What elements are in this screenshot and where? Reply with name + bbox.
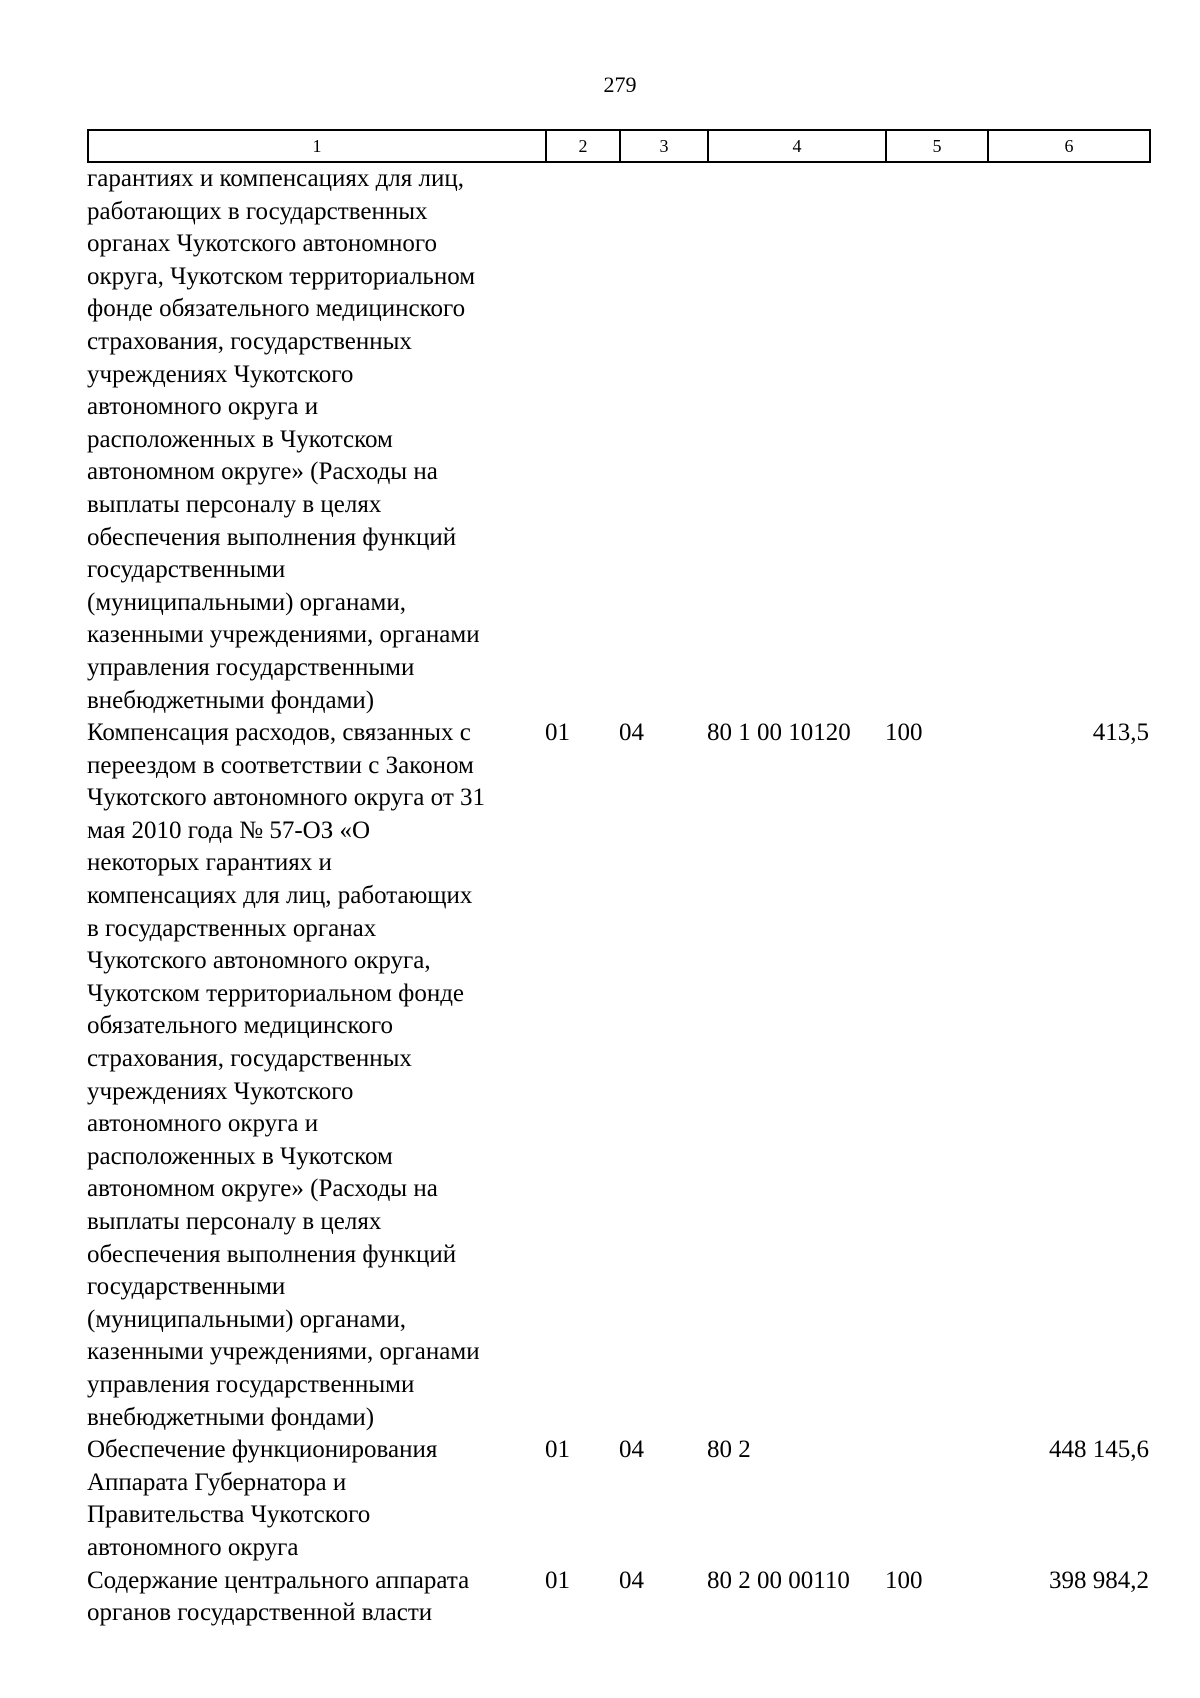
row-description: гарантиях и компенсациях для лиц, работающих в государственных органах Чукотского автономного округа, Чукотском территориальном фонде обязательного медицинского страхования, государственных учреждениях Чукотского автономного округа и расположенных в Чукотском автономном округе» (Расходы на выплаты персоналу в целях обеспечения выполнения функций государственными (муниципальными) органами, казенными учреждениями, органами управления государственными внебюджетными фондами)	[87, 165, 480, 714]
column-header-table	[87, 129, 1151, 163]
row-description: Содержание центрального аппарата органов государственной власти	[87, 1566, 470, 1627]
column-header-4: 4	[708, 130, 886, 162]
column-header-3: 3	[620, 130, 708, 162]
column-header-2: 2	[546, 130, 620, 162]
column-header-6: 6	[988, 130, 1150, 162]
row-expense-type-code: 100	[885, 719, 923, 747]
row-subsection-code: 04	[619, 1566, 644, 1594]
row-description: Обеспечение функционирования Аппарата Губернатора и Правительства Чукотского автономного округа	[87, 1436, 438, 1561]
table-row	[87, 163, 1149, 717]
row-target-article-code: 80 1 00 10120	[707, 719, 851, 747]
table-row	[87, 1565, 1149, 1630]
row-section-code: 01	[545, 719, 570, 747]
row-description: Компенсация расходов, связанных с переездом в соответствии с Законом Чукотского автономного округа от 31 мая 2010 года № 57-ОЗ «О некоторых гарантиях и компенсациях для лиц, работающих в государственных органах Чукотского автономного округа, Чукотском территориальном фонде обязательного медицинского страхования, государственных учреждениях Чукотского автономного округа и расположенных в Чукотском автономном округе» (Расходы на выплаты персоналу в целях обеспечения выполнения функций государственными (муниципальными) органами, казенными учреждениями, органами управления государственными внебюджетными фондами)	[87, 719, 485, 1431]
row-section-code: 01	[545, 1436, 570, 1464]
row-amount: 413,5	[1092, 719, 1149, 747]
table-row	[87, 717, 1149, 1434]
table-body	[87, 163, 1149, 1630]
page-number: 279	[603, 72, 637, 97]
row-amount: 398 984,2	[1049, 1566, 1149, 1594]
column-header-5: 5	[886, 130, 988, 162]
column-header-1: 1	[88, 130, 546, 162]
table-row	[87, 1434, 1149, 1564]
row-amount: 448 145,6	[1049, 1436, 1149, 1464]
column-header-row	[88, 130, 1150, 162]
row-subsection-code: 04	[619, 1436, 644, 1464]
row-expense-type-code: 100	[885, 1566, 923, 1594]
row-target-article-code: 80 2 00 00110	[707, 1566, 850, 1594]
row-target-article-code: 80 2	[707, 1436, 751, 1464]
row-subsection-code: 04	[619, 719, 644, 747]
row-section-code: 01	[545, 1566, 570, 1594]
